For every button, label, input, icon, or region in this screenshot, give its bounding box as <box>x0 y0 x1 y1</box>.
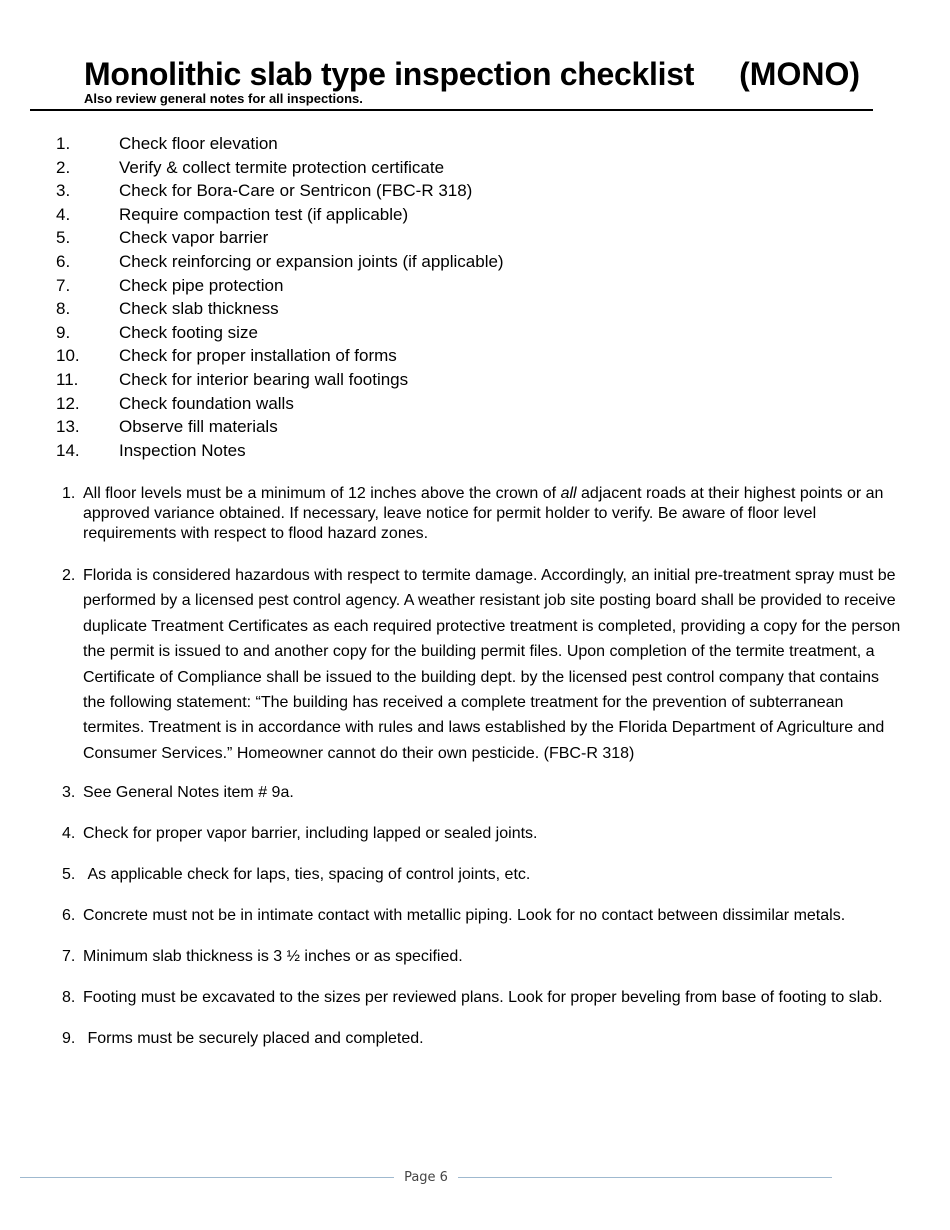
checklist-item-number: 6. <box>56 251 71 271</box>
checklist-item-text: Require compaction test (if applicable) <box>119 204 409 224</box>
note-text: Check for proper vapor barrier, including lapped or sealed joints. <box>83 825 538 843</box>
checklist-item-number: 11. <box>56 369 79 389</box>
note-text: Forms must be securely placed and completed. <box>83 1030 424 1048</box>
checklist-item <box>56 250 504 274</box>
checklist-item-text: Check for proper installation of forms <box>119 346 397 366</box>
checklist-item-number: 4. <box>56 204 71 224</box>
checklist-item-text: Check slab thickness <box>119 299 279 319</box>
note-item <box>62 824 902 844</box>
note-text: Florida is considered hazardous with respect to termite damage. Accordingly, an initial pre-treatment spray must be performed by a licensed pest control agency. A weather resistant job site posting board shall be provided to receive duplicate Treatment Certificates as each required protective treatment is completed, providing a copy for the person the permit is issued to and another copy for the building permit files. Upon completion of the termite treatment, a Certificate of Compliance shall be issued to the building dept. by the licensed pest control company that contains the following statement: “The building has received a complete treatment for the prevention of subterranean termites. Treatment is in accordance with rules and laws established by the Florida Department of Agriculture and Consumer Services.” Homeowner cannot do their own pesticide. (FBC-R 318) <box>83 567 901 762</box>
checklist-item-number: 10. <box>56 346 80 366</box>
note-number: 4. <box>62 825 76 843</box>
note-number: 6. <box>62 907 76 925</box>
checklist-item <box>56 132 504 156</box>
page-header <box>84 54 860 106</box>
note-item <box>62 947 902 967</box>
checklist-item-text: Verify & collect termite protection certificate <box>119 157 445 177</box>
checklist-item-number: 3. <box>56 181 71 201</box>
checklist-item-text: Inspection Notes <box>119 440 246 460</box>
checklist-item-text: Check floor elevation <box>119 134 278 153</box>
checklist-item <box>56 274 504 298</box>
checklist-item-number: 1. <box>56 134 71 153</box>
note-item <box>62 783 902 803</box>
checklist-item-number: 14. <box>56 440 80 460</box>
checklist-item-number: 5. <box>56 228 71 248</box>
note-text: See General Notes item # 9a. <box>83 784 294 802</box>
note-text-start: All floor levels must be a minimum of 12 inches above the crown of <box>83 485 561 502</box>
checklist-item <box>56 203 504 227</box>
checklist-item-text: Check reinforcing or expansion joints (if applicable) <box>119 251 504 271</box>
checklist-item-text: Check pipe protection <box>119 275 284 295</box>
title-row <box>84 54 860 94</box>
checklist-item-text: Check for Bora-Care or Sentricon (FBC-R 318) <box>119 181 473 201</box>
checklist-item <box>56 156 504 180</box>
note-number: 8. <box>62 989 76 1007</box>
checklist-item-text: Check foundation walls <box>119 393 294 413</box>
note-number: 3. <box>62 784 76 802</box>
note-item <box>62 865 902 885</box>
checklist-item <box>56 439 504 463</box>
note-number: 2. <box>62 567 76 584</box>
note-text: As applicable check for laps, ties, spacing of control joints, etc. <box>83 866 531 884</box>
note-text: Concrete must not be in intimate contact with metallic piping. Look for no contact between dissimilar metals. <box>83 907 846 925</box>
checklist-item-number: 9. <box>56 322 71 342</box>
page-footer <box>20 1166 832 1188</box>
checklist-item-number: 2. <box>56 157 71 177</box>
note-text <box>83 484 902 544</box>
checklist-item <box>56 415 504 439</box>
checklist-item-text: Check for interior bearing wall footings <box>119 369 409 389</box>
checklist-item-number: 13. <box>56 417 80 437</box>
header-divider <box>30 109 873 111</box>
page-number: Page 6 <box>404 1169 448 1185</box>
note-number: 7. <box>62 948 76 966</box>
note-number: 9. <box>62 1030 76 1048</box>
checklist-item-text: Check vapor barrier <box>119 228 269 248</box>
note-item <box>62 906 902 926</box>
note-item <box>62 1029 902 1049</box>
note-item <box>62 484 902 544</box>
note-text-end: adjacent roads at their highest points or an approved variance obtained. If necessary, leave notice for permit holder to verify. Be aware of floor level requirements with respect to flood hazard zones. <box>83 485 884 542</box>
checklist-item-number: 12. <box>56 393 80 413</box>
page-title: Monolithic slab type inspection checklist <box>84 56 695 92</box>
page-subtitle: Also review general notes for all inspections. <box>84 91 363 106</box>
checklist-item <box>56 368 504 392</box>
note-number: 5. <box>62 866 76 884</box>
note-text: Footing must be excavated to the sizes per reviewed plans. Look for proper beveling from base of footing to slab. <box>83 989 883 1007</box>
inspection-notes <box>62 484 902 1070</box>
checklist-item <box>56 392 504 416</box>
checklist-item-number: 8. <box>56 299 71 319</box>
checklist-code: (MONO) <box>739 56 860 92</box>
checklist-item <box>56 226 504 250</box>
note-item <box>62 563 902 766</box>
footer-rule-left <box>20 1177 394 1178</box>
note-number: 1. <box>62 485 76 502</box>
checklist-item-text: Observe fill materials <box>119 417 278 437</box>
checklist-item <box>56 297 504 321</box>
checklist-item-text: Check footing size <box>119 322 258 342</box>
checklist-item <box>56 321 504 345</box>
note-text: Minimum slab thickness is 3 ½ inches or as specified. <box>83 948 463 966</box>
note-item <box>62 988 902 1008</box>
checklist-item-number: 7. <box>56 275 71 295</box>
checklist-item <box>56 179 504 203</box>
inspection-checklist <box>56 132 504 462</box>
footer-rule-right <box>458 1177 832 1178</box>
checklist-item <box>56 344 504 368</box>
note-emphasis: all <box>560 485 577 502</box>
